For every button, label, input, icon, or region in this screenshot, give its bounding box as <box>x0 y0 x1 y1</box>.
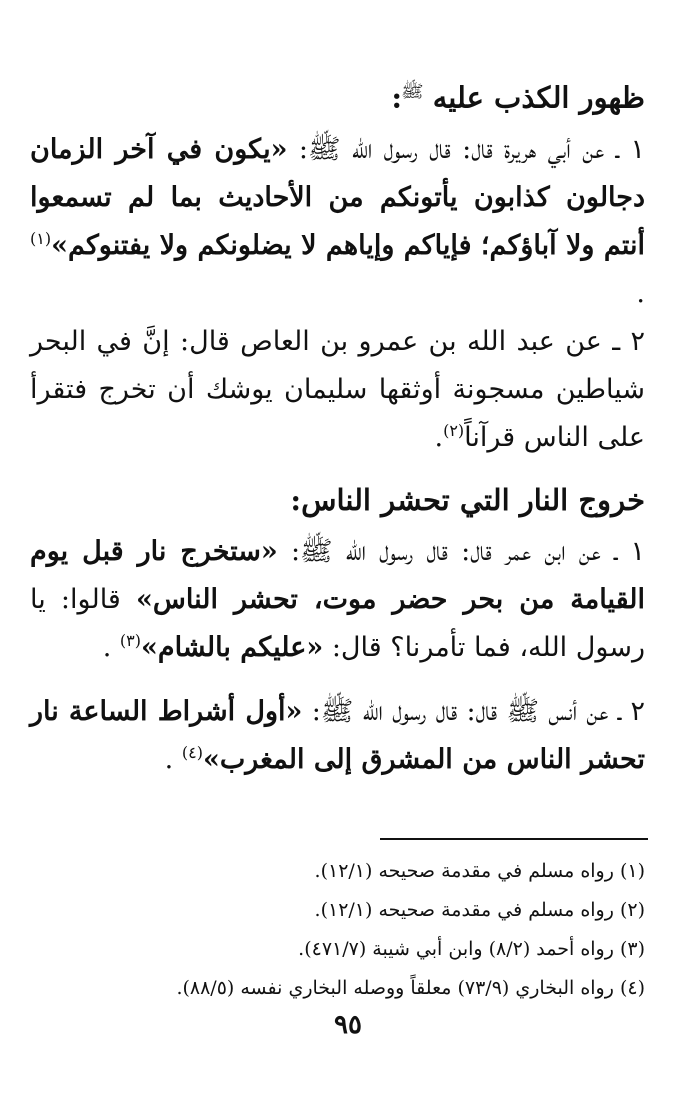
hadith-quote: «يكون في آخر الزمان دجالون كذابون يأتونكم من الأحاديث بما لم تسمعوا أنتم ولا آباؤكم؛ فإياكم وإياهم لا يضلونكم ولا يفتنوكم» <box>30 133 645 261</box>
heading-colon: : <box>391 80 403 115</box>
hadith-1-1 <box>30 126 645 318</box>
sentence-end: . <box>636 277 645 309</box>
hadith-quote-2: «عليكم بالشام» <box>140 631 324 663</box>
footnotes <box>30 852 645 1008</box>
section-heading-fire: خروج النار التي تحشر الناس: <box>290 482 645 517</box>
footnote-ref-2: (٢) <box>443 420 465 440</box>
heading-text: ظهور الكذب عليه <box>432 80 645 115</box>
narration-text: ٢ ـ عن عبد الله بن عمرو بن العاص قال: إنَّ في البحر شياطين مسجونة أوثقها سليمان يوشك أن تخرج فتقرأ على الناس قرآناً <box>30 325 645 453</box>
hadith-1-2 <box>30 318 645 462</box>
narration-intro: ١ ـ عن ابن عمر قال: قال رسول الله ﷺ: <box>290 535 645 567</box>
sentence-end: . <box>102 631 112 663</box>
page-body <box>30 70 645 784</box>
footnote-3: (٣) رواه أحمد (٨/٢) وابن أبي شيبة (٤٧١/٧). <box>298 938 645 960</box>
hadith-quote: «أول أشراط الساعة نار تحشر الناس من المشرق إلى المغرب» <box>30 695 645 775</box>
footnote-4: (٤) رواه البخاري (٧٣/٩) معلقاً ووصله البخاري نفسه (٨٨/٥). <box>176 977 645 999</box>
section-heading-lying <box>30 70 645 120</box>
sentence-end: . <box>434 421 444 453</box>
footnote-2: (٢) رواه مسلم في مقدمة صحيحه (١٢/١). <box>314 899 645 921</box>
narration-intro: ١ ـ عن أبي هريرة قال: قال رسول الله ﷺ: <box>298 133 646 165</box>
hadith-2-2 <box>30 688 645 784</box>
footnote-ref-1: (١) <box>30 228 52 248</box>
narration-middle: قالوا: يا رسول الله، فما تأمرنا؟ قال: <box>30 583 645 663</box>
hadith-quote: «ستخرج نار قبل يوم القيامة من بحر حضر موت، تحشر الناس» <box>30 535 645 615</box>
footnote-divider <box>380 838 648 840</box>
page-number: ٩٥ <box>334 1010 362 1040</box>
sentence-end: . <box>164 743 174 775</box>
honorific-glyph: ﷺ <box>401 82 424 102</box>
hadith-2-1 <box>30 528 645 672</box>
footnote-ref-3: (٣) <box>119 630 141 650</box>
narration-intro: ٢ ـ عن أنس ﷺ قال: قال رسول الله ﷺ: <box>311 695 645 727</box>
footnote-1: (١) رواه مسلم في مقدمة صحيحه (١٢/١). <box>314 860 645 882</box>
footnote-ref-4: (٤) <box>181 742 203 762</box>
